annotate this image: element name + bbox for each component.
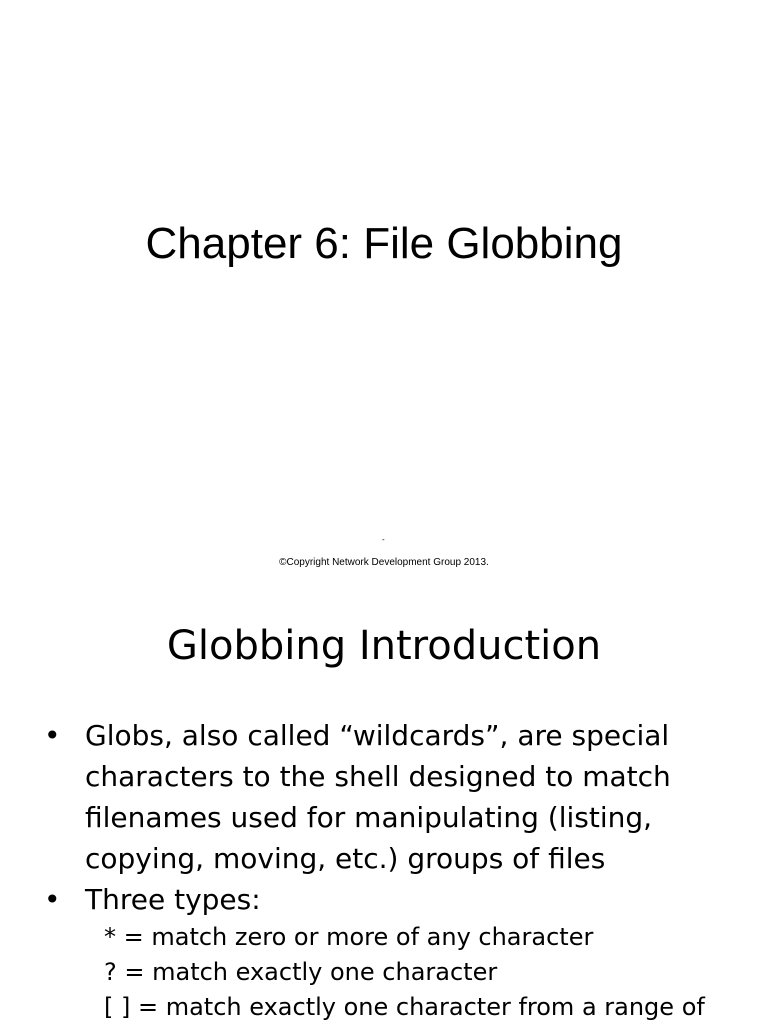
bullet-dot-icon: • <box>44 719 61 752</box>
slide-title: Globbing Introduction <box>166 623 602 669</box>
bullet-line: characters to the shell designed to match <box>85 760 671 793</box>
bullet-three-types <box>44 879 744 920</box>
footer-mark: - <box>382 535 385 544</box>
sub-item-asterisk: * = match zero or more of any character <box>104 923 594 951</box>
globbing-intro-slide <box>0 588 768 1024</box>
bullet-line: Globs, also called “wildcards”, are special <box>85 719 670 752</box>
chapter-title: Chapter 6: File Globbing <box>145 219 623 268</box>
bullet-line: filenames used for manipulating (listing, <box>85 801 653 834</box>
sub-item-question-mark: ? = match exactly one character <box>104 958 498 986</box>
bullet-dot-icon: • <box>44 883 61 916</box>
sub-item-brackets: [ ] = match exactly one character from a range of <box>104 993 705 1021</box>
bullet-globs-definition <box>44 715 744 879</box>
bullet-line: copying, moving, etc.) groups of files <box>85 842 606 875</box>
copyright-notice: ©Copyright Network Development Group 2013. <box>279 557 489 568</box>
bullet-list <box>44 715 744 1025</box>
bullet-line: Three types: <box>85 883 261 916</box>
